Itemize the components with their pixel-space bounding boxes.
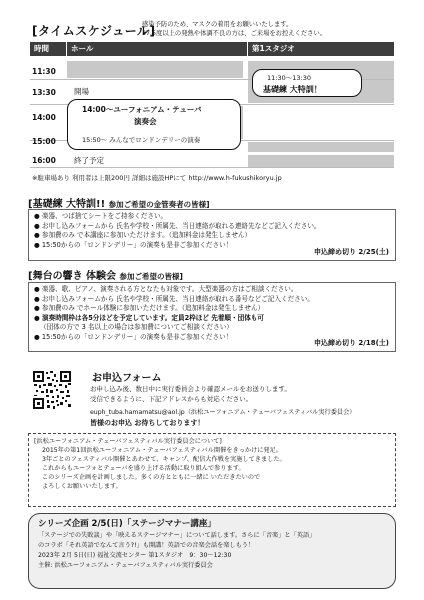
series-line: 2023年 2月 5日(日) 福祉交流センター 第1スタジオ 9：30～12:30	[38, 552, 232, 559]
studio-event-box	[252, 69, 362, 97]
hall-block	[67, 61, 243, 78]
kisoren-box	[28, 209, 396, 261]
time-slot: 16:00	[32, 156, 56, 165]
studio-block	[248, 142, 394, 152]
kisoren-line: ● 楽器、つば捨てシートをご持参ください。	[34, 212, 168, 220]
schedule-table	[30, 42, 394, 168]
qr-code-image	[32, 370, 72, 410]
time-slot: 15:00	[32, 137, 56, 146]
hall-event-title2: 演奏会	[134, 117, 157, 126]
series-line: のコラボ「それ英語でなんて言う?!」も開講！英語での音楽会話を楽しもう！	[38, 542, 255, 549]
qr-code[interactable]	[32, 370, 72, 410]
form-text	[90, 385, 291, 404]
association-line: よろしくお願いいたします。	[42, 483, 122, 490]
header-studio: 第1スタジオ	[248, 42, 394, 56]
kisoren-title	[28, 195, 210, 210]
time-slot: 11:30	[32, 67, 56, 76]
header-time: 時間	[30, 42, 66, 56]
hall-end: 終了予定	[74, 156, 104, 165]
butai-title-main: [舞台の響き 体験会	[28, 271, 117, 282]
hall-event-title: 14:00～ユーフォニアム・テューバ	[82, 105, 202, 114]
association-line: このシリーズ企画を計画しました。多くの方とともに一緒に いただきたいので	[42, 474, 261, 481]
parking-info: ※駐車場あり 利用者は上限200円 詳細は施設HPにて http://www.h-fukushikoryu.jp	[32, 174, 282, 182]
form-line: お申し込み後、数日中に実行委員会より確認メールをお送りします。	[90, 385, 291, 393]
butai-title-sub: 参加ご希望の皆様]	[119, 272, 183, 281]
row-divider	[30, 167, 394, 168]
butai-deadline: 申込締め切り 2/18(土)	[313, 339, 389, 348]
form-line: 受信できるように、下記アドレスからも対応ください。	[90, 394, 253, 403]
form-email[interactable]: euph_tuba.hamamatsu@aol.jp（浜松ユーフォニアム・テューバフェスティバル実行委員会）	[90, 409, 356, 416]
studio-event-time: 11:30～13:30	[267, 74, 311, 82]
butai-line: ● 演奏時間枠は各5分ほどを予定しています。定員2枠ほど 先着順・団体も可	[34, 313, 264, 322]
association-box	[28, 433, 396, 507]
time-slot: 14:00	[32, 113, 56, 122]
hall-event-box	[67, 99, 241, 150]
kisoren-title-main: [基礎練 大特訓!!	[28, 199, 106, 210]
studio-event-title: 基礎練 大特訓！	[263, 85, 322, 94]
butai-line: （団体の方で 3 名以上の場合は参加費についてご相談ください）	[40, 323, 233, 332]
kisoren-deadline: 申込締め切り 2/25(土)	[313, 248, 389, 257]
kisoren-line: ● お申し込みフォームから 氏名や学校・所属先、当日連絡が取れる連絡先などご記入ください。	[34, 221, 321, 230]
series-title: シリーズ企画 2/5(日)「ステージマナー講座」	[38, 519, 216, 529]
notice	[142, 20, 326, 38]
form-wait: 皆様のお申込 お待ちしております！	[90, 419, 205, 427]
header-hall: ホール	[67, 42, 247, 56]
butai-title	[28, 267, 183, 282]
kisoren-title-sub: 参加ご希望の金管奏者の皆様]	[108, 200, 210, 209]
butai-line: ● 15:50からの「ロンドンデリー」の演奏も是非ご参加ください！	[34, 332, 233, 341]
butai-line: ● 楽器、歌、ピアノ、演奏される方となたも対象です。大型楽器の方はご相談ください。	[34, 285, 298, 293]
notice-line: 感染予防のため、マスクの着用をお願いいたします。	[142, 21, 293, 28]
association-line: 2015年の第1回浜松ユーフォニアム・テューバフェスティバル開催をきっかけに発足。	[42, 447, 282, 454]
association-line: 3年ごとのフェスティバル開催とあわせて、キャンプ、配信大作戦を実施してきました。	[42, 456, 286, 463]
series-line: 「ステージでの失敗談」や「映えるステージマナー」について話します。さらに「音楽」と「英語」	[38, 532, 316, 539]
kisoren-line: ● 15:50からの「ロンドンデリー」の演奏も是非ご参加ください！	[34, 240, 233, 249]
hall-open: 開場	[74, 87, 89, 96]
butai-line: ● 参加費のみ でホール体験に参加いただけます。（追加料金は発生しません）	[34, 304, 265, 313]
form-title: お申込フォーム	[92, 373, 162, 384]
notice-line: 37.5度以上の発熱や体調不良の方は、ご来場をお控えください。	[142, 30, 327, 37]
kisoren-line: ● 参加費のみ で本講座に参加いただけます。（追加料金は発生しません）	[34, 231, 252, 240]
butai-box	[28, 282, 396, 352]
series-line: 主催: 浜松ユーフォニアム・テューバフェスティバル実行委員会	[38, 562, 213, 569]
time-slot: 13:30	[32, 88, 56, 97]
schedule-title: [タイムスケジュール]	[32, 24, 156, 38]
association-line: これからもユーフォとテューバを盛り上げる活動に取り組んで参ります。	[42, 465, 245, 472]
series-box	[28, 513, 396, 589]
association-title: [浜松ユーフォニアム・テューバフェスティバル実行委員会について]	[34, 438, 222, 445]
hall-event-note: 15:50～ みんなでロンドンデリーの演奏	[82, 136, 201, 144]
butai-line: ● お申し込みフォームから 氏名や学校・所属先、当日連絡が取れる番号などご記入ください。	[34, 294, 314, 303]
